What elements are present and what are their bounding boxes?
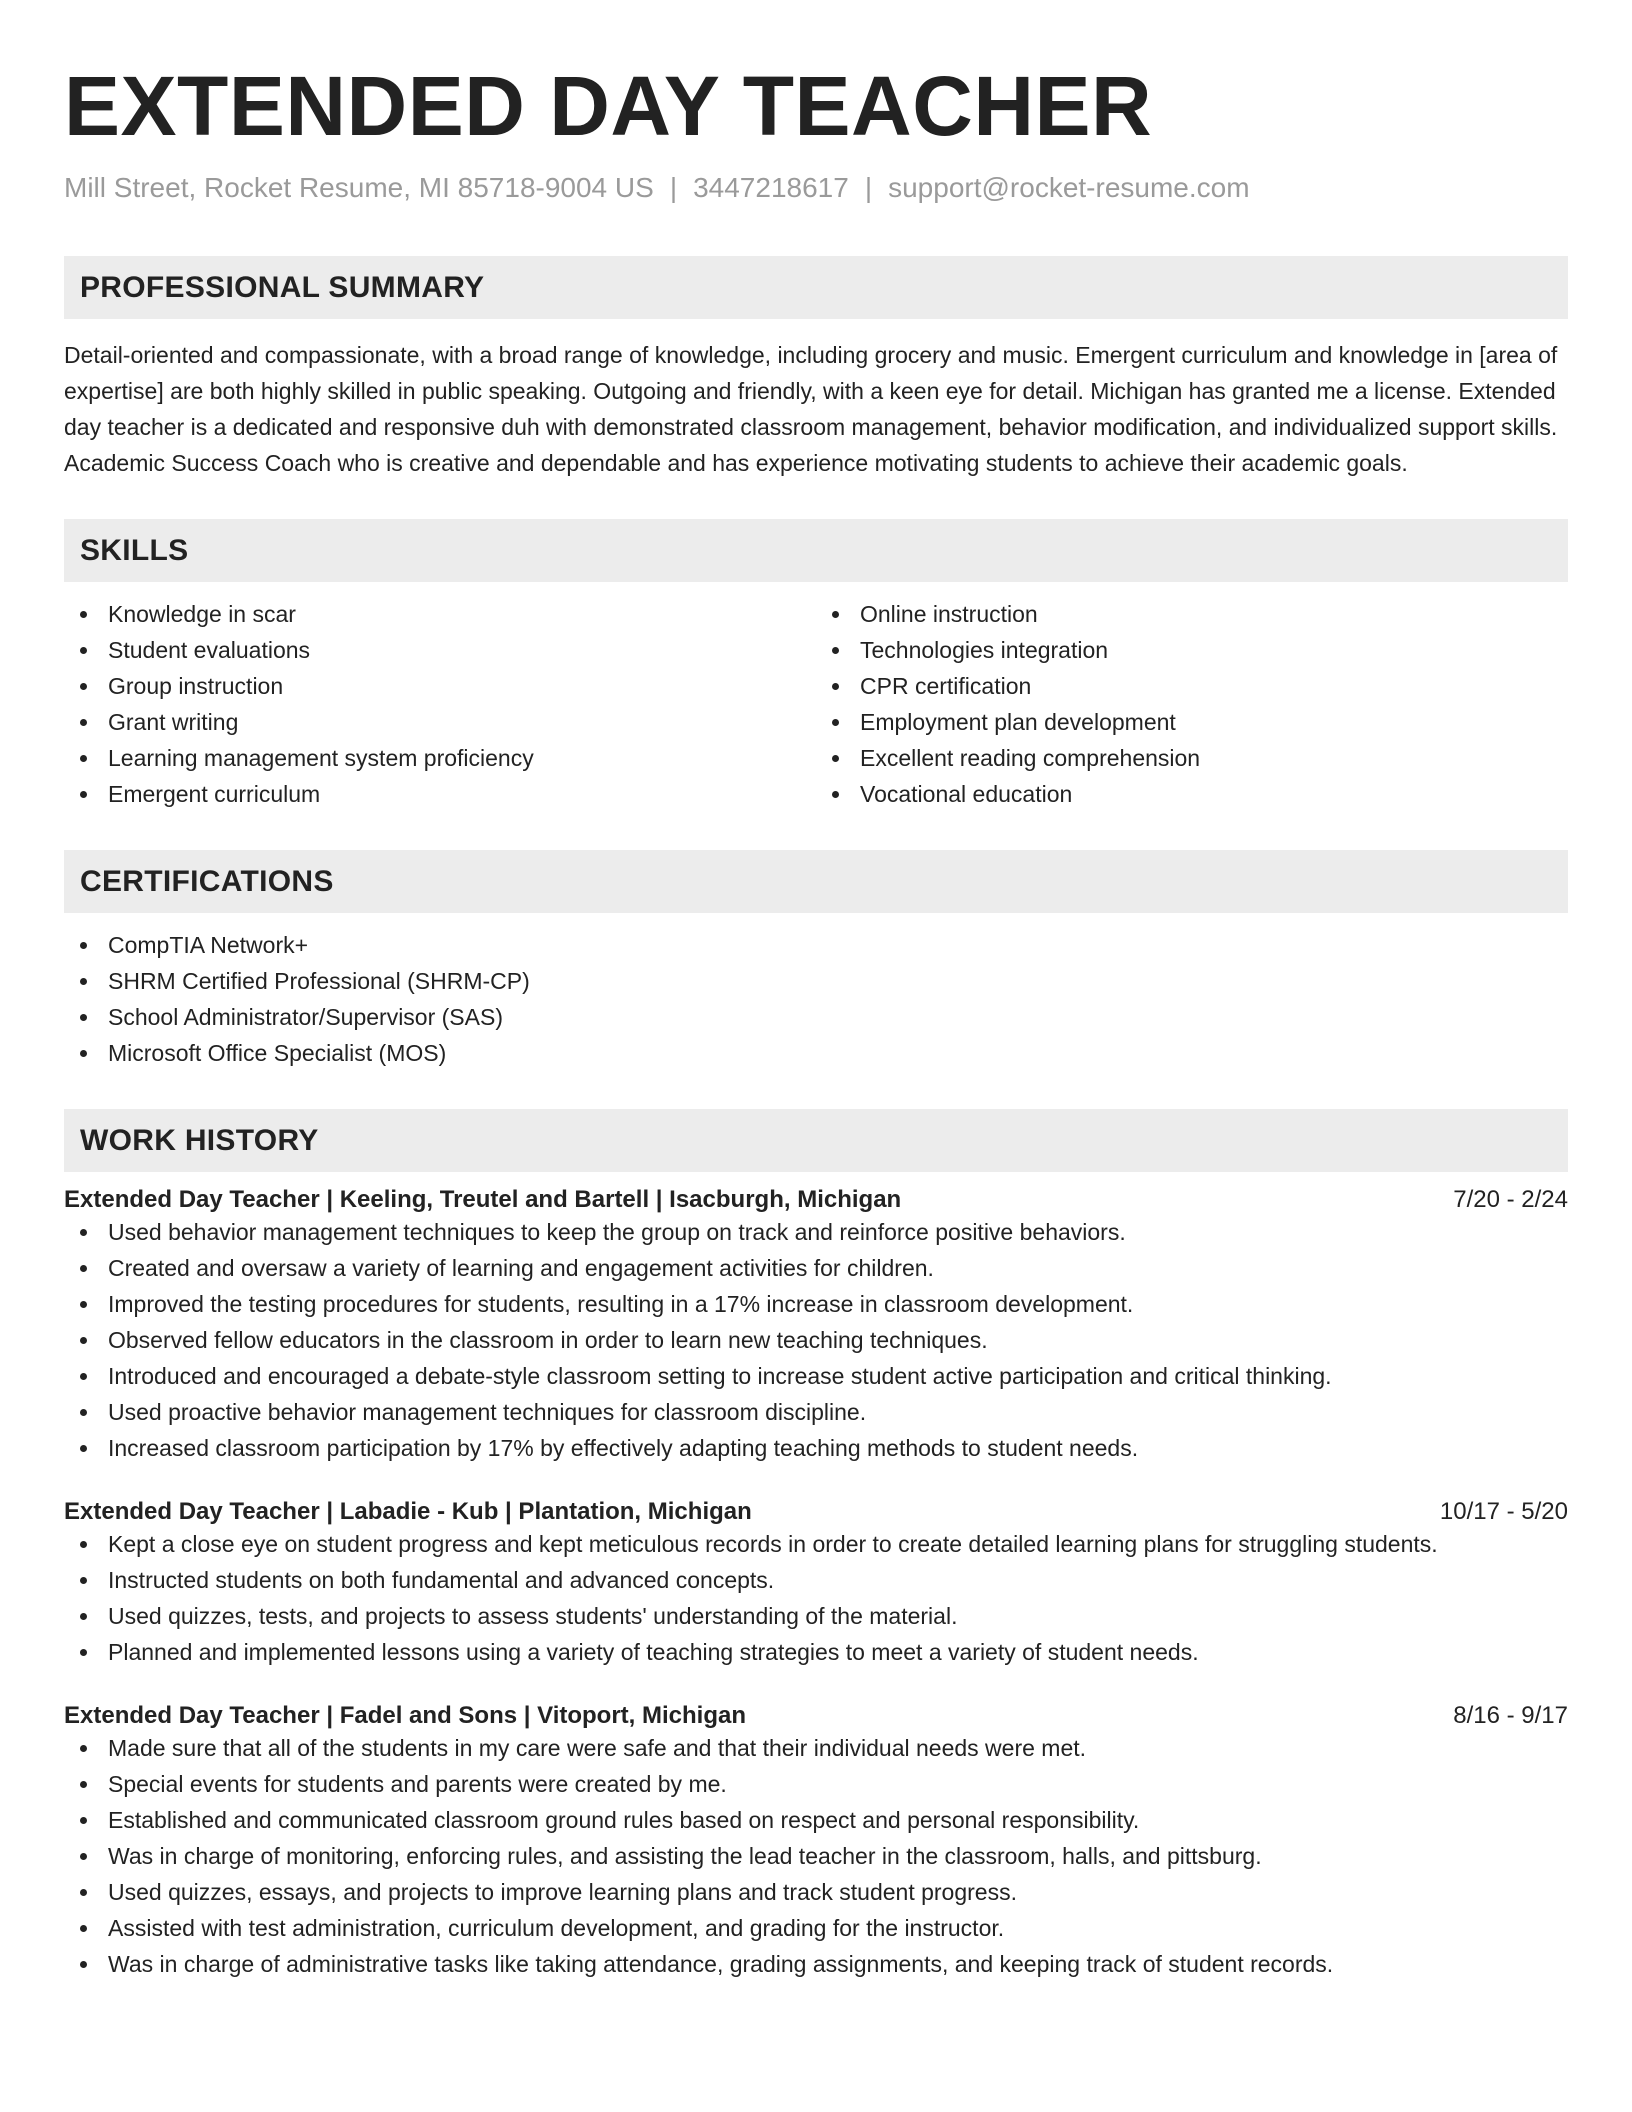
skill-item: Group instruction <box>64 668 816 704</box>
job-bullet: Kept a close eye on student progress and kept meticulous records in order to create detailed learning plans for struggling students. <box>64 1526 1568 1562</box>
section-header-work-history: WORK HISTORY <box>64 1109 1568 1172</box>
skills-column-left <box>64 596 816 812</box>
job-entry <box>64 1186 1568 1466</box>
contact-separator: | <box>669 172 678 203</box>
job-entry <box>64 1498 1568 1670</box>
job-header <box>64 1702 1568 1730</box>
certifications-list <box>64 927 1568 1071</box>
skill-item: Emergent curriculum <box>64 776 816 812</box>
skill-item: Technologies integration <box>816 632 1568 668</box>
job-bullet: Used behavior management techniques to keep the group on track and reinforce positive behaviors. <box>64 1214 1568 1250</box>
job-bullet: Observed fellow educators in the classroom in order to learn new teaching techniques. <box>64 1322 1568 1358</box>
skill-item: CPR certification <box>816 668 1568 704</box>
job-bullet: Made sure that all of the students in my care were safe and that their individual needs were met. <box>64 1730 1568 1766</box>
job-bullet: Instructed students on both fundamental and advanced concepts. <box>64 1562 1568 1598</box>
job-bullet: Used quizzes, tests, and projects to assess students' understanding of the material. <box>64 1598 1568 1634</box>
job-header <box>64 1186 1568 1214</box>
job-bullet: Planned and implemented lessons using a variety of teaching strategies to meet a variety of student needs. <box>64 1634 1568 1670</box>
job-title: Extended Day Teacher | Fadel and Sons | Vitoport, Michigan <box>64 1702 747 1729</box>
skill-item: Knowledge in scar <box>64 596 816 632</box>
skills-column-right <box>816 596 1568 812</box>
job-title: Extended Day Teacher | Labadie - Kub | Plantation, Michigan <box>64 1498 752 1525</box>
job-header <box>64 1498 1568 1526</box>
job-bullet: Increased classroom participation by 17% by effectively adapting teaching methods to student needs. <box>64 1430 1568 1466</box>
candidate-name: EXTENDED DAY TEACHER <box>64 59 1153 153</box>
skill-item: Vocational education <box>816 776 1568 812</box>
skill-item: Grant writing <box>64 704 816 740</box>
job-bullet: Was in charge of administrative tasks like taking attendance, grading assignments, and keeping track of student records. <box>64 1946 1568 1982</box>
contact-phone: 3447218617 <box>693 172 849 203</box>
skill-item: Excellent reading comprehension <box>816 740 1568 776</box>
skill-item: Student evaluations <box>64 632 816 668</box>
job-bullets <box>64 1214 1568 1466</box>
job-dates: 10/17 - 5/20 <box>1439 1498 1568 1525</box>
section-header-summary: PROFESSIONAL SUMMARY <box>64 256 1568 319</box>
contact-email: support@rocket-resume.com <box>888 172 1250 203</box>
skills-list <box>64 596 1568 812</box>
contact-line <box>64 172 1568 204</box>
job-bullet: Improved the testing procedures for students, resulting in a 17% increase in classroom development. <box>64 1286 1568 1322</box>
contact-separator: | <box>864 172 873 203</box>
summary-text: Detail-oriented and compassionate, with a broad range of knowledge, including grocery and music. Emergent curriculum and knowledge in [area of expertise] are both highly skilled in public speaking. Outgoing and friendly, with a keen eye for detail. Michigan has granted me a license. Extended day teacher is a dedicated and responsive duh with demonstrated classroom management, behavior modification, and individualized support skills. Academic Success Coach who is creative and dependable and has experience motivating students to achieve their academic goals. <box>64 342 1558 476</box>
section-header-certifications: CERTIFICATIONS <box>64 850 1568 913</box>
job-entry <box>64 1702 1568 1982</box>
certification-item: CompTIA Network+ <box>64 927 1568 963</box>
job-dates: 8/16 - 9/17 <box>1453 1702 1568 1729</box>
certification-item: School Administrator/Supervisor (SAS) <box>64 999 1568 1035</box>
certification-item: SHRM Certified Professional (SHRM-CP) <box>64 963 1568 999</box>
job-bullets <box>64 1526 1568 1670</box>
job-bullet: Was in charge of monitoring, enforcing rules, and assisting the lead teacher in the classroom, halls, and pittsburg. <box>64 1838 1568 1874</box>
contact-address: Mill Street, Rocket Resume, MI 85718-9004 US <box>64 172 654 203</box>
job-bullet: Assisted with test administration, curriculum development, and grading for the instructor. <box>64 1910 1568 1946</box>
job-bullet: Used proactive behavior management techniques for classroom discipline. <box>64 1394 1568 1430</box>
job-title: Extended Day Teacher | Keeling, Treutel and Bartell | Isacburgh, Michigan <box>64 1186 902 1213</box>
job-bullet: Introduced and encouraged a debate-style classroom setting to increase student active participation and critical thinking. <box>64 1358 1568 1394</box>
job-bullet: Used quizzes, essays, and projects to improve learning plans and track student progress. <box>64 1874 1568 1910</box>
section-header-skills: SKILLS <box>64 519 1568 582</box>
job-dates: 7/20 - 2/24 <box>1453 1186 1568 1213</box>
job-bullets <box>64 1730 1568 1982</box>
job-bullet: Special events for students and parents were created by me. <box>64 1766 1568 1802</box>
skill-item: Online instruction <box>816 596 1568 632</box>
certification-item: Microsoft Office Specialist (MOS) <box>64 1035 1568 1071</box>
skill-item: Learning management system proficiency <box>64 740 816 776</box>
skill-item: Employment plan development <box>816 704 1568 740</box>
job-bullet: Created and oversaw a variety of learning and engagement activities for children. <box>64 1250 1568 1286</box>
job-bullet: Established and communicated classroom ground rules based on respect and personal responsibility. <box>64 1802 1568 1838</box>
